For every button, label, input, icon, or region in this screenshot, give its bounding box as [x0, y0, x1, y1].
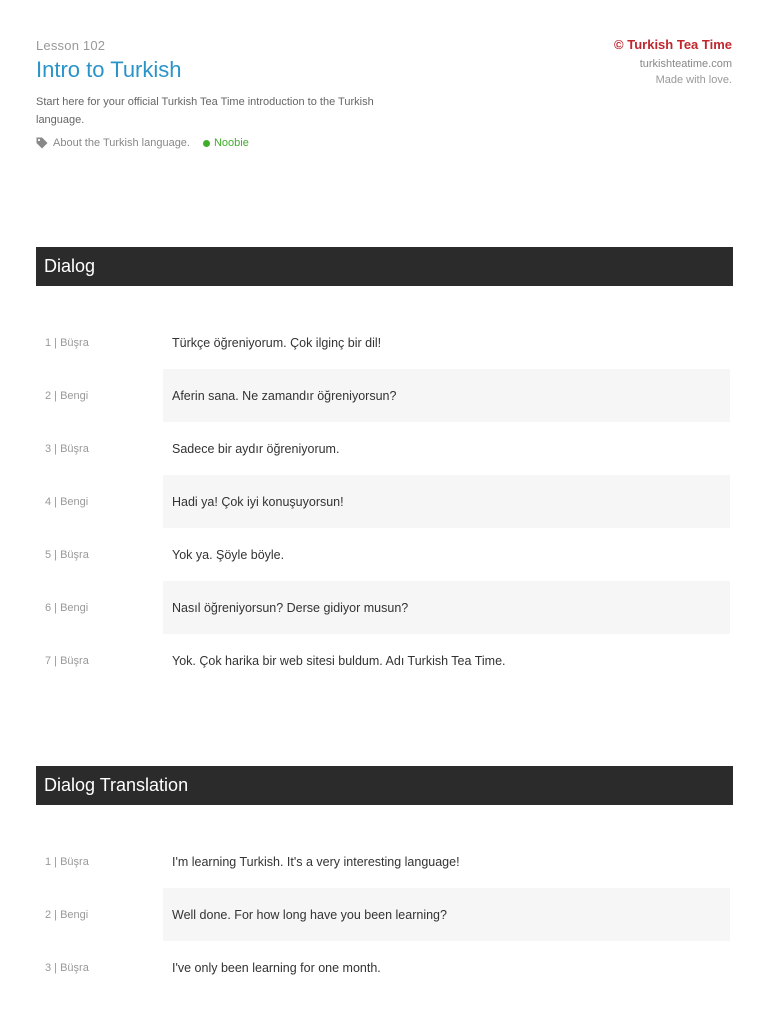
translation-list: [36, 835, 733, 994]
speaker-label: 3 | Büşra: [45, 442, 89, 455]
lesson-title: Intro to Turkish: [36, 57, 182, 82]
speaker-label: 5 | Büşra: [45, 548, 89, 561]
dialog-line: Sadece bir aydır öğreniyorum.: [172, 441, 340, 456]
speaker-label: 2 | Bengi: [45, 389, 89, 402]
lesson-number: Lesson 102: [36, 38, 106, 53]
lesson-header: [36, 38, 436, 149]
dialog-line: Hadi ya! Çok iyi konuşuyorsun!: [172, 494, 344, 509]
tagline: Made with love.: [655, 74, 732, 86]
site-link[interactable]: turkishteatime.com: [639, 58, 732, 70]
dialog-line: Yok. Çok harika bir web sitesi buldum. Adı Turkish Tea Time.: [172, 653, 506, 668]
dialog-row: [36, 581, 733, 634]
dialog-line: Aferin sana. Ne zamandır öğreniyorsun?: [172, 388, 397, 403]
speaker-label: 4 | Bengi: [45, 495, 89, 508]
dialog-row: [36, 528, 733, 581]
speaker-label: 3 | Büşra: [45, 961, 89, 974]
dialog-row: [36, 316, 733, 369]
dialog-line: I'm learning Turkish. It's a very interesting language!: [172, 854, 460, 869]
brand-name: © Turkish Tea Time: [614, 37, 732, 52]
dialog-row: [36, 634, 733, 687]
speaker-label: 7 | Büşra: [45, 654, 89, 667]
level-badge: Noobie: [213, 137, 249, 149]
dialog-row: [36, 475, 733, 528]
brand-block: [614, 37, 732, 86]
lesson-description: Start here for your official Turkish Tea Time introduction to the Turkish language.: [36, 96, 374, 126]
lesson-meta: [36, 137, 436, 149]
level-dot-icon: [203, 140, 210, 147]
dialog-line: Yok ya. Şöyle böyle.: [172, 547, 285, 562]
speaker-label: 6 | Bengi: [45, 601, 89, 614]
dialog-heading: Dialog: [36, 247, 733, 286]
speaker-label: 2 | Bengi: [45, 908, 89, 921]
dialog-row: [36, 422, 733, 475]
dialog-row: [36, 369, 733, 422]
topic-tag[interactable]: About the Turkish language.: [53, 137, 190, 149]
translation-heading: Dialog Translation: [36, 766, 733, 805]
dialog-list: [36, 316, 733, 687]
dialog-line: Türkçe öğreniyorum. Çok ilginç bir dil!: [172, 335, 382, 350]
speaker-label: 1 | Büşra: [45, 855, 89, 868]
dialog-row: [36, 835, 733, 888]
dialog-line: I've only been learning for one month.: [172, 960, 381, 975]
dialog-line: Nasıl öğreniyorsun? Derse gidiyor musun?: [172, 600, 409, 615]
dialog-row: [36, 888, 733, 941]
dialog-line: Well done. For how long have you been learning?: [172, 907, 447, 922]
tag-icon: [36, 137, 48, 149]
dialog-row: [36, 941, 733, 994]
speaker-label: 1 | Büşra: [45, 336, 89, 349]
